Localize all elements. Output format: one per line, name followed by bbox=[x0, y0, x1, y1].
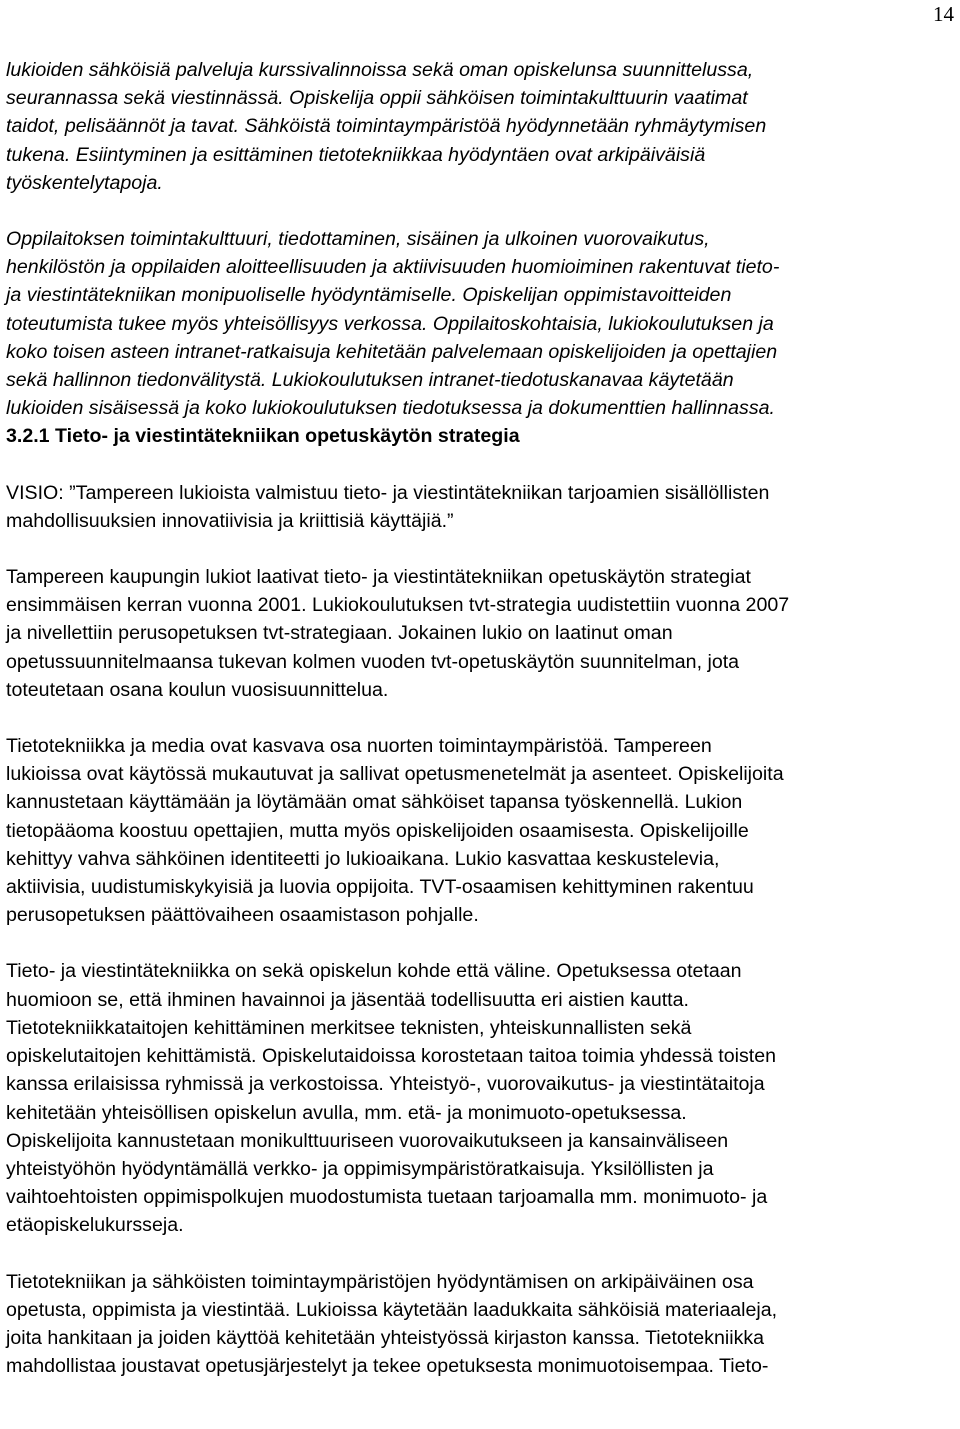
section-heading: 3.2.1 Tieto- ja viestintätekniikan opetuskäytön strategia bbox=[6, 425, 520, 448]
strategy-paragraph: Tampereen kaupungin lukiot laativat tieto- ja viestintätekniikan opetuskäytön strategiat ensimmäisen kerran vuonna 2001. Lukiokoulutuksen tvt-strategia uudistettiin vuonna 2007 ja nivellettiin perusopetuksen tvt-strategiaan. Jokainen lukio on laatinut oman opetussuunnitelmaansa tukevan kolmen vuoden tvt-opetuskäytön suunnitelman, jota toteutetaan osana koulun vuosisuunnittelua. bbox=[6, 566, 790, 701]
daily-use-paragraph: Tietotekniikan ja sähköisten toimintaympäristöjen hyödyntämisen on arkipäiväinen osa opetusta, oppimista ja viestintää. Lukioissa käytetään laadukkaita sähköisiä materiaaleja, joita hankitaan ja joiden käyttöä kehitetään yhteistyössä kirjaston kanssa. Tietotekniikka mahdollistaa joustavat opetusjärjestelyt ja tekee opetuksesta monimuotoisempaa. Tieto- bbox=[6, 1270, 778, 1378]
culture-paragraph: Oppilaitoksen toimintakulttuuri, tiedottaminen, sisäinen ja ulkoinen vuorovaikutus, henkilöstön ja oppilaiden aloitteellisuuden ja aktiivisuuden huomioiminen rakentuvat tieto- ja viestintätekniikan monipuoliselle hyödyntämiselle. Opiskelijan oppimistavoitteiden toteutumista tukee myös yhteisöllisyys verkossa. Oppilaitoskohtaisia, lukiokoulutuksen ja koko toisen asteen intranet-ratkaisuja kehitetään palvelemaan opiskelijoiden ja opettajien sekä hallinnon tiedonvälitystä. Lukiokoulutuksen intranet-tiedotuskanavaa käytetään lukioiden sisäisessä ja koko lukiokoulutuksen tiedotuksessa ja dokumenttien hallinnassa. bbox=[6, 228, 780, 420]
vision-paragraph: VISIO: ”Tampereen lukioista valmistuu tieto- ja viestintätekniikan tarjoamien sisällöllisten mahdollisuuksien innovatiivisia ja kriittisiä käyttäjiä.” bbox=[6, 481, 770, 532]
target-paragraph: Tieto- ja viestintätekniikka on sekä opiskelun kohde että väline. Opetuksessa otetaan huomioon se, että ihminen havainnoi ja jäsentää todellisuutta eri aistien kautta. Tietotekniikkataitojen kehittäminen merkitsee teknisten, yhteiskunnallisten sekä opiskelutaitojen kehittämistä. Opiskelutaidoissa korostetaan taitoa toimia yhdessä toisten kanssa erilaisissa ryhmissä ja verkostoissa. Yhteistyö-, vuorovaikutus- ja viestintätaitoja kehitetään yhteisöllisen opiskelun avulla, mm. etä- ja monimuoto-opetuksessa. Opiskelijoita kannustetaan monikulttuuriseen vuorovaikutukseen ja kansainväliseen yhteistyöhön hyödyntämällä verkko- ja oppimisympäristöratkaisuja. Yksilöllisten ja vaihtoehtoisten oppimispolkujen muodostumista tuetaan tarjoamalla mm. monimuoto- ja etäopiskelukursseja. bbox=[6, 960, 777, 1237]
page-number: 14 bbox=[933, 2, 954, 26]
intro-paragraph: lukioiden sähköisiä palveluja kurssivalinnoissa sekä oman opiskelunsa suunnittelussa, seurannassa sekä viestinnässä. Opiskelija oppii sähköisen toimintakulttuurin vaatimat taidot, pelisäännöt ja tavat. Sähköistä toimintaympäristöä hyödynnetään ryhmäytymisen tukena. Esiintyminen ja esittäminen tietotekniikkaa hyödyntäen ovat arkipäiväisiä työskentelytapoja. bbox=[6, 59, 767, 194]
document-body bbox=[6, 56, 956, 1380]
media-paragraph: Tietotekniikka ja media ovat kasvava osa nuorten toimintaympäristöä. Tampereen lukioissa ovat käytössä mukautuvat ja sallivat opetusmenetelmät ja asenteet. Opiskelijoita kannustetaan käyttämään ja löytämään omat sähköiset tapansa työskennellä. Lukion tietopääoma koostuu opettajien, mutta myös opiskelijoiden osaamisesta. Opiskelijoille kehittyy vahva sähköinen identiteetti jo lukioaikana. Lukio kasvattaa keskustelevia, aktiivisia, uudistumiskykyisiä ja luovia oppijoita. TVT-osaamisen kehittyminen rakentuu perusopetuksen päättövaiheen osaamistason pohjalle. bbox=[6, 735, 784, 927]
